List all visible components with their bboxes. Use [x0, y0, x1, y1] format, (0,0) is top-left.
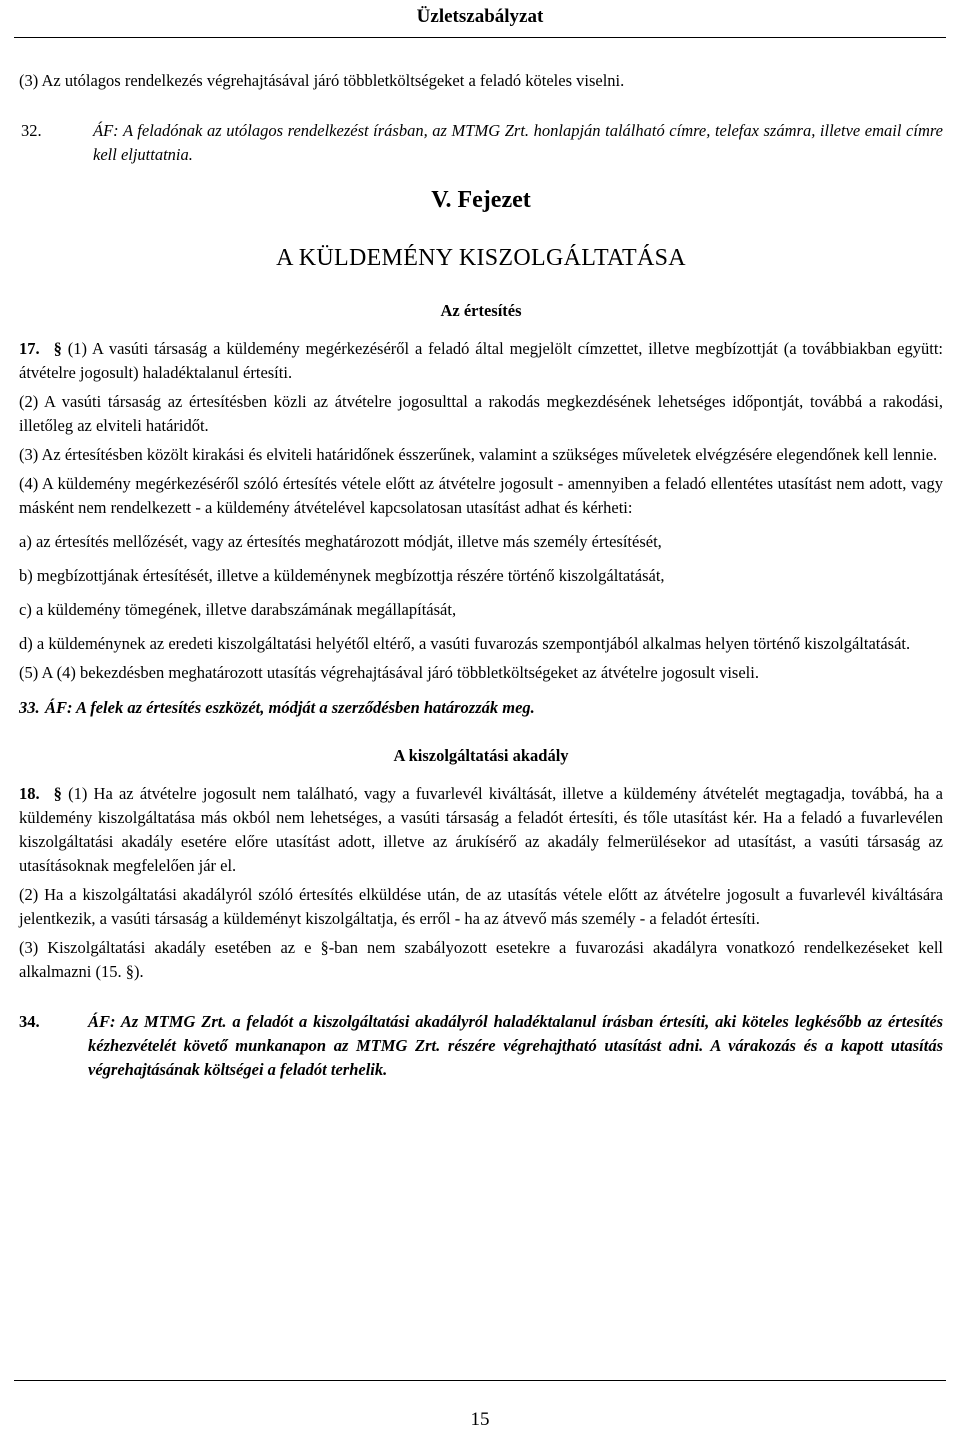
- chapter-subtitle: A KÜLDEMÉNY KISZOLGÁLTATÁSA: [276, 245, 686, 271]
- section-18-p2: (2) Ha a kiszolgáltatási akadályról szóló értesítés elküldése után, de az utasítás vétele előtt az átvételre jogosult a fuvarlevél kiváltására jelentkezik, a vasúti társaság a küldeményt kiszolgáltatja, és erről - ha az átvevő más személy - a feladót értesíti.: [19, 885, 943, 928]
- section-18-heading: A kiszolgáltatási akadály: [393, 746, 569, 765]
- section-18-p3: [19, 936, 943, 984]
- section-17-item-c: c) a küldemény tömegének, illetve darabszámának megállapítását,: [19, 600, 457, 619]
- paragraph-prev-3: (3) Az utólagos rendelkezés végrehajtásával járó többletköltségeket a feladó köteles viselni.: [19, 71, 625, 90]
- af-34: [19, 1010, 943, 1082]
- section-18-p3-part-c: ).: [134, 962, 144, 981]
- chapter-title: V. Fejezet: [431, 187, 531, 213]
- section-18-p3-part-b: -ban nem szabályozott esetekre a fuvarozási akadályra vonatkozó rendelkezéseket kell alkalmazni (15.: [19, 938, 943, 981]
- af-34-text: ÁF: Az MTMG Zrt. a feladót a kiszolgáltatási akadályról haladéktalanul írásban értesíti, aki köteles legkésőbb az értesítés kézhezvételét követő munkanapon az MTMG Zrt. részére végrehajtható utasítást adni. A várakozás és a kapott utasítás végrehajtásának költségei a feladót terhelik.: [88, 1012, 943, 1079]
- section-18-p1-text: (1) Ha az átvételre jogosult nem található, vagy a fuvarlevél kiváltását, illetve a küldemény átvételét megtagadja, továbbá, ha a küldemény kiszolgáltatása más okból nem lehetséges, a vasúti társaság a feladót értesíti, és tőle utasítást kér. Ha a feladó a fuvarlevélen kiszolgáltatási akadály esetére előre utasítást adott, illetve az árukísérő az akadály felmerülésekor ad utasítást, a vasúti társaság az utasításoknak megfelelően jár el.: [19, 784, 944, 875]
- page-number: 15: [470, 1409, 490, 1430]
- section-sign: §: [53, 339, 62, 358]
- footer-divider: [14, 1380, 946, 1381]
- af-32: [19, 119, 943, 167]
- section-17-p1: [19, 337, 943, 385]
- section-17-item-a: a) az értesítés mellőzését, vagy az értesítés meghatározott módját, illetve más személy értesítését,: [19, 532, 662, 551]
- section-17-item-d: d) a küldeménynek az eredeti kiszolgáltatási helyétől eltérő, a vasúti fuvarozás szempontjából alkalmas helyen történő kiszolgáltatását.: [19, 634, 911, 653]
- af-33-number: 33.: [19, 698, 40, 717]
- section-sign: §: [125, 962, 135, 981]
- section-17-p4: (4) A küldemény megérkezéséről szóló értesítés vétele előtt az átvételre jogosult - amennyiben a feladó ellentétes utasítást nem adott, vagy másként nem rendelkezett - a küldemény átvételével kapcsolatosan utasítást adhat és kérheti:: [19, 474, 943, 517]
- af-33-text: ÁF: A felek az értesítés eszközét, módját a szerződésben határozzák meg.: [45, 698, 535, 717]
- section-18-p1: [19, 782, 943, 878]
- page-content: [19, 69, 943, 1096]
- header-title: Üzletszabályzat: [416, 6, 544, 27]
- af-32-text: ÁF: A feladónak az utólagos rendelkezést írásban, az MTMG Zrt. honlapján található címre, telefax számra, illetve email címre kell eljuttatnia.: [93, 121, 943, 164]
- section-17-number: 17.: [19, 339, 40, 358]
- section-17-p5: (5) A (4) bekezdésben meghatározott utasítás végrehajtásával járó többletköltségeket az átvételre jogosult viseli.: [19, 663, 759, 682]
- section-17-p2: (2) A vasúti társaság az értesítésben közli az átvételre jogosulttal a rakodás megkezdésének lehetséges időpontját, továbbá a rakodási, illetőleg az elviteli határidőt.: [19, 392, 943, 435]
- section-17-p1-text: (1) A vasúti társaság a küldemény megérkezéséről a feladó által megjelölt címzettet, illetve megbízottját (a továbbiakban együtt: átvételre jogosult) haladéktalanul értesíti.: [19, 339, 944, 382]
- af-32-number: 32.: [21, 121, 42, 140]
- section-17-item-b: b) megbízottjának értesítését, illetve a küldeménynek megbízottja részére történő kiszolgáltatását,: [19, 566, 665, 585]
- section-17-heading: Az értesítés: [440, 301, 522, 320]
- af-34-number: 34.: [19, 1012, 40, 1031]
- section-18-p3-part-a: (3) Kiszolgáltatási akadály esetében az e: [19, 938, 321, 957]
- section-18-number: 18.: [19, 784, 40, 803]
- header-divider: [14, 37, 946, 38]
- section-17-p3: (3) Az értesítésben közölt kirakási és elviteli határidőnek ésszerűnek, valamint a szükséges műveletek elvégzésére elegendőnek kell lennie.: [19, 445, 938, 464]
- af-33: [19, 696, 943, 720]
- section-sign: §: [53, 784, 62, 803]
- section-sign: §: [320, 938, 329, 957]
